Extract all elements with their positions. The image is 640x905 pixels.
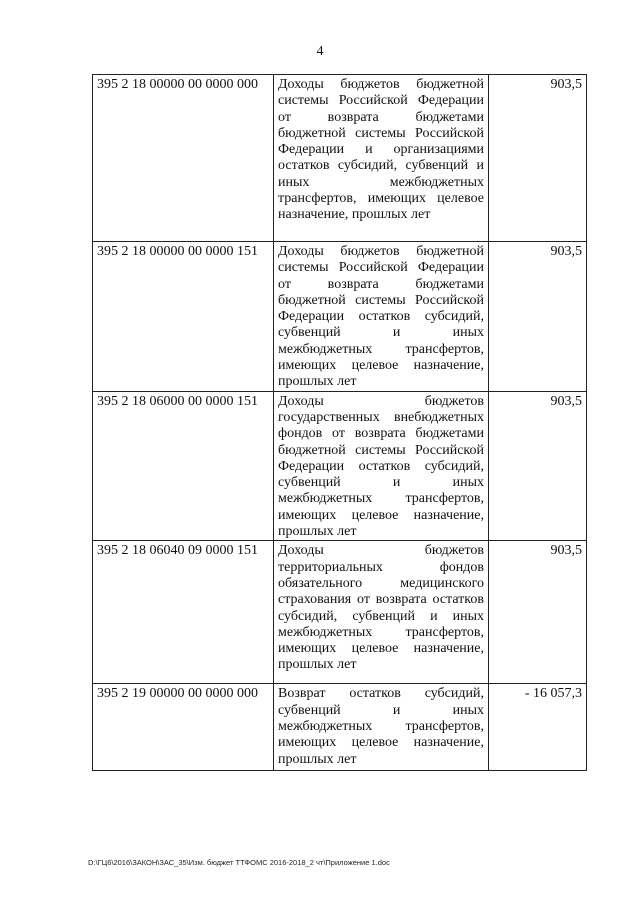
budget-table xyxy=(92,74,587,771)
amount: - 16 057,3 xyxy=(489,684,587,771)
budget-code: 395 2 18 06000 00 0000 151 xyxy=(93,391,274,541)
budget-code: 395 2 18 06040 09 0000 151 xyxy=(93,541,274,684)
income-description: Доходы бюджетов бюджетной системы Российской Федерации от возврата бюджетами бюджетной системы Российской Федерации остатков субсидий, субвенций и иных межбюджетных трансфертов, имеющих целевое назначение, прошлых лет xyxy=(274,242,489,392)
income-description: Возврат остатков субсидий, субвенций и иных межбюджетных трансфертов, имеющих целевое назначение, прошлых лет xyxy=(274,684,489,771)
table-row xyxy=(93,391,587,541)
table-row xyxy=(93,242,587,392)
amount: 903,5 xyxy=(489,75,587,242)
income-description: Доходы бюджетов государственных внебюджетных фондов от возврата бюджетами бюджетной системы Российской Федерации остатков субсидий, субвенций и иных межбюджетных трансфертов, имеющих целевое назначение, прошлых лет xyxy=(274,391,489,541)
table-row xyxy=(93,541,587,684)
table-row xyxy=(93,75,587,242)
amount: 903,5 xyxy=(489,391,587,541)
page-number: 4 xyxy=(316,44,324,59)
amount: 903,5 xyxy=(489,541,587,684)
income-description: Доходы бюджетов территориальных фондов обязательного медицинского страхования от возврата остатков субсидий, субвенций и иных межбюджетных трансфертов, имеющих целевое назначение, прошлых лет xyxy=(274,541,489,684)
budget-code: 395 2 19 00000 00 0000 000 xyxy=(93,684,274,771)
table-row xyxy=(93,684,587,771)
budget-code: 395 2 18 00000 00 0000 000 xyxy=(93,75,274,242)
budget-code: 395 2 18 00000 00 0000 151 xyxy=(93,242,274,392)
amount: 903,5 xyxy=(489,242,587,392)
footer-file-path: D:\ГЦ6\2016\ЗАКОН\ЗАС_35\Изм. бюджет ТТФОМС 2016-2018_2 чт\Приложение 1.doc xyxy=(88,858,390,867)
income-description: Доходы бюджетов бюджетной системы Российской Федерации от возврата бюджетами бюджетной системы Российской Федерации и организациями остатков субсидий, субвенций и иных межбюджетных трансфертов, имеющих целевое назначение, прошлых лет xyxy=(274,75,489,242)
